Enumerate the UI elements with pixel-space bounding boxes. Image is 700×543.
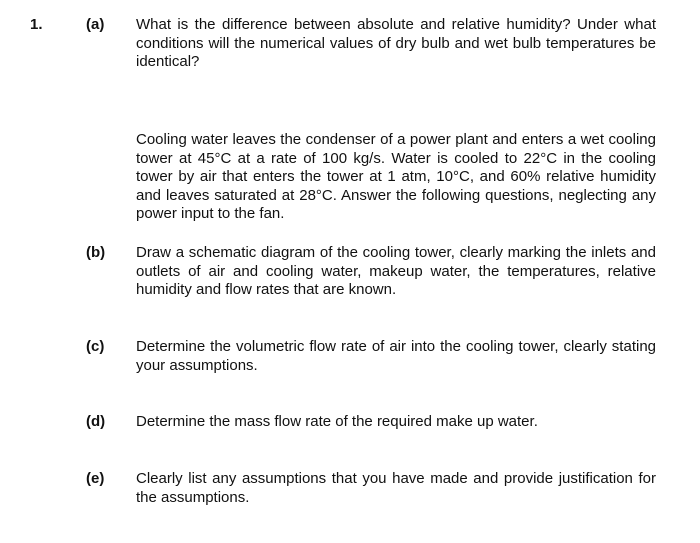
- part-b-text: Draw a schematic diagram of the cooling tower, clearly marking the inlets and outlets of air and cooling water, makeup water, the temperatures, relative humidity and flow rates that are known.: [136, 244, 656, 299]
- part-d-label: (d): [86, 413, 106, 430]
- part-e-text: Clearly list any assumptions that you have made and provide justification for the assumptions.: [136, 470, 656, 506]
- part-e-label: (e): [86, 470, 105, 487]
- part-c-text: Determine the volumetric flow rate of air into the cooling tower, clearly stating your assumptions.: [136, 338, 656, 374]
- question-number: 1.: [30, 16, 43, 33]
- part-d-text: Determine the mass flow rate of the required make up water.: [136, 413, 538, 430]
- part-a-label: (a): [86, 16, 105, 33]
- part-a-text: What is the difference between absolute and relative humidity? Under what conditions will the numerical values of dry bulb and wet bulb temperatures be identical?: [136, 16, 656, 71]
- problem-statement: Cooling water leaves the condenser of a power plant and enters a wet cooling tower at 45°C at a rate of 100 kg/s. Water is cooled to 22°C in the cooling tower by air that enters the tower at 1 atm, 10°C, and 60% relative humidity and leaves saturated at 28°C. Answer the following questions, neglecting any power input to the fan.: [136, 131, 656, 223]
- part-c-label: (c): [86, 338, 105, 355]
- part-b-label: (b): [86, 244, 106, 261]
